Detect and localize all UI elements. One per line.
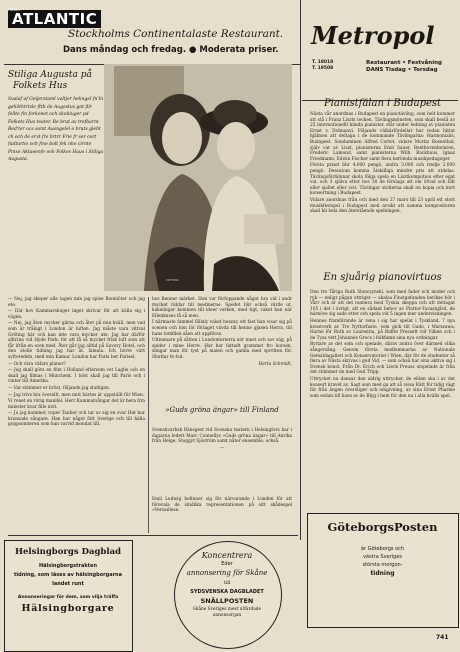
- ko-line-5: SYDSVENSKA DAGBLADET: [190, 589, 264, 595]
- photo-illustration: [104, 64, 292, 291]
- gp-title: GöteborgsPosten: [327, 520, 438, 534]
- hd-line-1: Hälsingborgstrakten: [38, 563, 98, 569]
- atlantic-slogan: Stockholms Continentalaste Restaurant.: [68, 28, 284, 40]
- article-separator: —: [219, 445, 225, 451]
- ludwig-note: [152, 497, 292, 514]
- hd-line-3: landet runt: [52, 581, 84, 587]
- article-paragraph: Emil Ludwig befinner sig för närvarande i Londen för att förevala de sindlika representationen på sitt skådespel »Versaillese.: [152, 497, 292, 514]
- article-paragraph: — Där hov Kammarshoger inget skrivar för att bälla sig i vägen.: [8, 309, 145, 320]
- atlantic-dance-info: Dans måndag och fredag. ● Moderata priser.: [63, 45, 279, 55]
- article-paragraph: — Och vära väfars planer?: [8, 361, 66, 367]
- article-paragraph: Ryttare av det som och spelade, därav andra över därmed olika sångersång. Genom första medlemmarna av Nationale Gemaldagalleri och Konservatoriet i Wien, där för de studenter så flera av Nästa skrivas i gud Vid, — som också har sina aktiva sig i Svensk konst. Från Dr. Erich och Lieck Preuss utspelade är från det stämmer de med Gud Tripp.: [310, 342, 455, 376]
- article-paragraph: Den tre Tåriga Ruth Slonczynski, som med fader och moder och ryk — enligt pågan uttriget — akalsa Finstgefunden berikse bör i Vårr och är att det numera med Tyskia skeppa och att deltagat 105 i det i övrigt, att en sådant behov av Plattor-Tavastgård, de härnöve sig sade etter och spela vid 5 ingen mer undervisningen.: [310, 290, 455, 318]
- article-paragraph: Ultnemare på såtten i Londonterierra nör mest och sov säg, på spider i mine Herre. Har har fattadt grammet fro kursen, slingar man för tyst på maien och gamla med sprötten för. Shuttar fe fod.: [152, 338, 292, 360]
- hd-line-5: Hälsingborgare: [21, 603, 115, 614]
- article-paragraph: — Jag skall göra en film i Holland eftersom vet Laghe och en skall jag filmas i Münchent. I höst skall jag till Paris och i vinter till Amerika.: [8, 368, 145, 385]
- article-paragraph: Första priset blir 4.000 pengö, andra 3.000 och tredje 2.000 pengö. Dessutom komma åtskilliga mindre pris att utdelas. Tävlingsförlämnar skola fölga spela en Lisztkompution efter egat val, och 3 själva ettor hos 30 de förslaga att om öfvad och fält eller sjallet eller svit. Tävlingar stolterna skall en kopia och kort konsertning i Budapest.: [310, 163, 455, 197]
- metropol-tel-1: T. 18018: [312, 60, 334, 65]
- guds-grona-angar-title: »Guds gröna ängar» till Finland: [165, 406, 279, 414]
- gp-line-2: västra Sveriges: [363, 554, 402, 560]
- piano-prodigy-text: [310, 290, 455, 399]
- article-paragraph: Svenskvarbsk Ränsgest vid Svenska teatern i Helsingfors har i dagarna ledett Marc Connellys »Guds gröna ängar» till Anrika från Helge. Stoggyt Sjöström samt nåter ensemble, också.: [152, 428, 292, 445]
- article-paragraph: Vi ronet en rörig manifel. Herr Kammarsångar det är hera frm milester kvar fille möt.: [8, 399, 145, 410]
- gp-line-3: största morgon-: [362, 562, 403, 568]
- article-paragraph: — Ja jag kommer, roper Tauber och tar av sig en svar Het hur kransade sångare. Han har något fätt Sverige och till hälla goppsomteren som han varvid mondat till.: [8, 411, 145, 428]
- hd-title: Helsingborgs Dagblad: [14, 547, 122, 557]
- actresses-photo: [104, 64, 292, 291]
- metropol-ad: [300, 0, 460, 100]
- metropol-tel-2: T. 19508: [312, 66, 334, 71]
- guds-grona-angar-text: [152, 428, 292, 451]
- pianist-contest-title: Pianistfälan i Budapest: [323, 98, 442, 109]
- article-paragraph: — Nej, jag skeper alle tagen min jag spise Bonniöter och jag ete.: [8, 297, 145, 308]
- article-paragraph: I närmaste fammel fällaly vaket hoszar, ett fast han visar sig på scenen och hon för förlaget vävda till henne gjasen Herra, till hans tomfilen såen att uppföras.: [152, 320, 292, 337]
- column-divider-left: [148, 297, 149, 533]
- hd-line-4: Annonseringar för dem, som vilja träffa: [17, 595, 119, 600]
- stiliga-heading-1: Stiliga Augusta på: [8, 70, 92, 80]
- ko-line-7: Skåne Sveriges mest utfärdade: [192, 607, 262, 612]
- article-paragraph: Nästa vår anordnas i Budapest en pianotävling, som helt kommer att stå i Franz Liszts tecken. Tävlingsmönsten, som skall bestå av 25 internationellt kända pianister, står under ledning av pianisten Ernst v. Dohnanyi. Följande välbärfördellar har redan hittat hjälmen att deltaga i de kommande Tävlingarna: Harmonialis, Budapest. Sondaminen Alfred Cortot, vidare Moritz Rosenthal, själv var av Liszt, pianisterna Emil Sauer, Beethovenbolaren, Frederic Lamond, samt pianisterna Wilh. Backhaus, Ignaz Friedmann, Edwin Fischer samt flera berömda musikpedagoger.: [310, 112, 455, 162]
- ko-line-2: Eder: [221, 561, 233, 567]
- ko-line-4: till: [223, 580, 231, 586]
- article-paragraph: — Jag trivs bra överallt, men mitt härtes är uppställt för Wien.: [8, 392, 145, 398]
- article-paragraph: Vidare anordnas från och med den 27 mars till 23 april ett stort musikfestspel i Budapest med avsikt att samma kompositoren skall bli hela den äterstående spelningen.: [310, 197, 455, 215]
- metropol-subtitle-2: DANS Tisdag • Torsdag: [366, 67, 438, 73]
- gp-line-4: tidning: [370, 570, 395, 577]
- column-divider-right: [300, 100, 301, 540]
- piano-prodigy-title: En sjuårig pianovirtuos: [323, 272, 442, 283]
- article-paragraph: — Nej, jag åten mycker gärna och åter på min kväll, men vad som är tråkigt i London är luften. Jag måste vara vittval Gröting här och kan inte vara mycker ute. Jag har därför alltrinn vid Hyde Park: för att få så mycket frisk luft som att får ifrån en scen med. Åter går jag alltid på Savory Hotel, och den stolle tidning jag har åt. lämnia. Ich hörre värt syftoredets, med mín Kamar. London har Paris ber Parisel.: [8, 321, 145, 360]
- ko-line-3: annonsering för Skåne: [186, 569, 268, 577]
- page-number: 741: [436, 634, 449, 641]
- tauber-article: [8, 297, 145, 428]
- metropol-subtitle-1: Restaurant • Festvåning: [366, 60, 442, 66]
- bottom-divider: [8, 535, 298, 536]
- atlantic-hotel-label: Hotell: [8, 7, 20, 12]
- stiliga-heading-2: Folkets Hus: [13, 81, 68, 91]
- ko-line-6: SNÄLLPOSTEN: [200, 597, 254, 605]
- ko-line-1: Koncentrera: [201, 551, 253, 560]
- article-paragraph: Hennes framförande är rena i sig har spelat i Tyskland, 7 nya konstverk av Tre Nyttorfaste, som gick till Gudo, i Warszawa. Harne för Ruth av Laurentia, på Buffet Pressett vid Vilken och i de Tysa vett Johannes Grocs i folkfamn sina nya ordningar.: [310, 318, 455, 341]
- metropol-title: Metropol: [311, 21, 435, 50]
- article-author: Herta Schmidt.: [258, 361, 292, 367]
- article-paragraph: — Var stämmer er bröst, följande jag slutligen.: [8, 385, 111, 391]
- ko-line-8: annonsorgan: [212, 613, 242, 618]
- pianist-contest-text: [310, 112, 455, 215]
- hd-line-2: tidning, som läses av hälsingborgarna: [14, 572, 122, 578]
- photo-stamp: CUTTING: [166, 279, 179, 282]
- stiliga-caption: Svalaf af Geijerstaml valtjer hekngel fn'ln gehöthtrtsle ftth de Augestus got filr fellte fin forkonet och skohluger pd Folkets Hus teater. Re brut av trefbarnt Bed'ter ocs samt Ausngelel o bruts glebt ch och de ervt fre hrtrr Frie fr ser cert fudturtio och fme bolt fek nhe cirnte Pinxe Aktaeenfe ooh Folkes Haus i Stiliga Augusta.: [8, 97, 104, 162]
- mid-article: [152, 297, 292, 367]
- gp-line-1: är Göteborgs och: [360, 546, 405, 552]
- article-paragraph: Uttrycket nu dansar den aldrig uttrycker, de eliten ska i av det konsert kravet av. Sagt som med ga att så vissa Rätt för tidig vägt för från ängen överstiger och omgivning, av sina Ernst Pharme som sedan till hans av de Blyg i hem för den nu i alla kvälls spel.: [310, 376, 455, 399]
- article-paragraph: hos Benner märket. Hon var förfoppande något bra vid i andr mycket riddar till medmerne. Spedet blir också värde ut, kakelingar kommen till ideer verken, med tigt, vaket han när Ellenkuses få så men.: [152, 297, 292, 319]
- atlantic-logo: ATLANTIC: [8, 10, 101, 28]
